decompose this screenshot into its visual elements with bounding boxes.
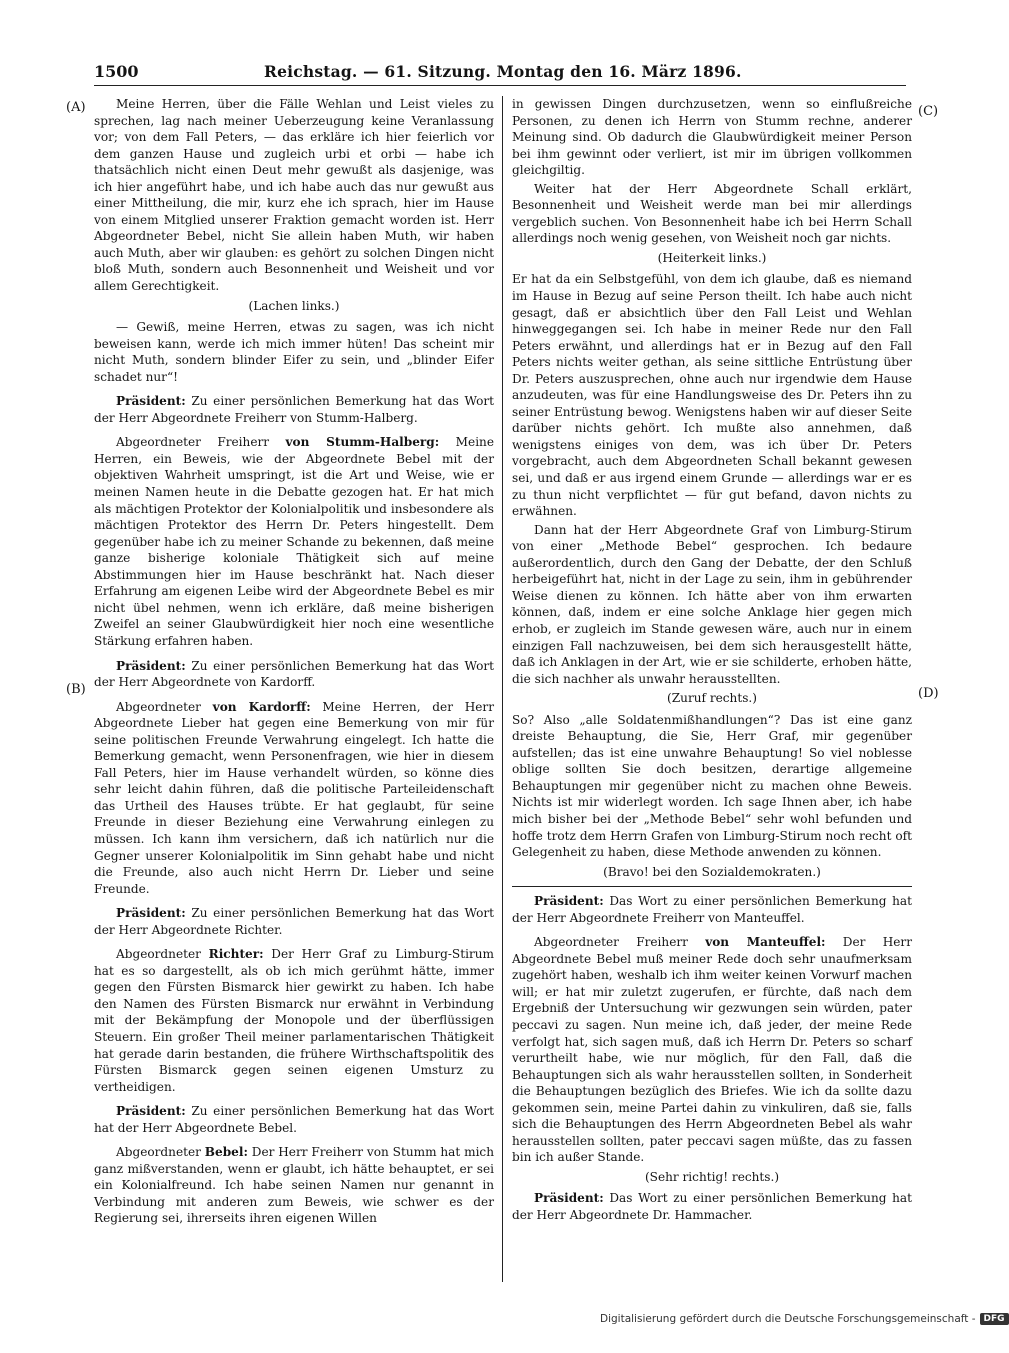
president-statement: Präsident: Das Wort zu einer persönlichen Bemerkung hat der Herr Abgeordnete Freiherr von Manteuffel. bbox=[512, 894, 912, 925]
margin-marker-a: (A) bbox=[66, 100, 86, 115]
page-header bbox=[94, 58, 906, 84]
president-statement: Präsident: Zu einer persönlichen Bemerkung hat das Wort der Herr Abgeordnete Richter. bbox=[94, 906, 494, 937]
margin-marker-c: (C) bbox=[918, 104, 939, 119]
header-rule bbox=[94, 85, 906, 86]
credit-text: Digitalisierung gefördert durch die Deutsche Forschungsgemeinschaft - bbox=[600, 1313, 976, 1325]
reaction: (Heiterkeit links.) bbox=[657, 250, 767, 265]
margin-marker-b: (B) bbox=[66, 682, 86, 697]
speech: Abgeordneter Freiherr von Stumm-Halberg: Meine Herren, ein Beweis, wie der Abgeordnete Bebel mit der objektiven Wahrheit umspringt, ist die Art und Weise, wie er meinen Namen heute in die Debatte gezogen hat. Er hat mich als mächtigen Protektor der Kolonialpolitik und insbesondere als mächtigen Protektor des Herrn Dr. Peters hingestellt. Dem gegenüber habe ich zu meiner Schande zu bekennen, daß meine ganze bisherige koloniale Thätigkeit sich auf meine Abstimmungen hier im Hause beschränkt hat. Nach dieser Erfahrung am eigenen Leibe wird der Abgeordnete Bebel es mir nicht übel nehmen, wenn ich erkläre, daß meine bisherigen Zweifel an seiner Glaubwürdigkeit hier noch eine wesentliche Stärkung erfahren haben. bbox=[94, 435, 495, 648]
reaction: (Sehr richtig! rechts.) bbox=[644, 1169, 780, 1184]
paragraph: — Gewiß, meine Herren, etwas zu sagen, was ich nicht beweisen kann, werde ich mich immer hüten! Das scheint mir nicht Muth, sondern blinder Eifer zu sein, und „blinder Eifer schadet nur“! bbox=[94, 320, 494, 384]
speaker-name: Bebel: bbox=[204, 1145, 248, 1160]
reaction: (Bravo! bei den Sozialdemokraten.) bbox=[603, 864, 821, 879]
paragraph: Er hat da ein Selbstgefühl, von dem ich glaube, daß es niemand im Hause in Bezug auf seine Person theilt. Ich habe auch nicht gesagt, daß er absichtlich über den Fall Leist und Wehlan hinweggegangen sei. Ich habe in meiner Rede nur den Fall Peters erwähnt, und allerdings hat er in Bezug auf den Fall Peters nichts weiter gethan, als seine sittliche Entrüstung über Dr. Peters auszusprechen, ohne auch nur irgendwie dem Hause anzudeuten, was für eine Handlungsweise des Dr. Peters ihn zu seiner Entrüstung bewog. Wenigstens haben wir auf dieser Seite darüber nichts gehört. Ich mußte also annehmen, daß wenigstens einiges von dem, was ich über Dr. Peters vorgebracht, auch dem Abgeordneten Schall bekannt gewesen sei, und daß er aus irgend einem Grunde — allerdings war er es zu thun nicht verpflichtet — für gut befand, davon nichts zu erwähnen. bbox=[512, 272, 912, 519]
dfg-logo: DFG bbox=[980, 1313, 1009, 1325]
speech: Abgeordneter Richter: Der Herr Graf zu Limburg-Stirum hat es so dargestellt, als ob ich mich gerühmt hätte, immer gegen den Fürsten Bismarck hier gewirkt zu haben. Ich habe den Namen des Fürsten Bismarck nur erwähnt in Verbindung mit der Bekämpfung der Monopole und der überflüssigen Steuern. Ein großer Theil meiner parlamentarischen Thätigkeit hat gerade darin bestanden, die frühere Wirthschaftspolitik des Fürsten Bismarck gegen seinen eigenen Umsturz zu vertheidigen. bbox=[94, 947, 494, 1094]
president-statement: Präsident: Das Wort zu einer persönlichen Bemerkung hat der Herr Abgeordnete Dr. Hammacher. bbox=[512, 1191, 912, 1222]
paragraph: Dann hat der Herr Abgeordnete Graf von Limburg-Stirum von einer „Methode Bebel“ gesprochen. Ich bedaure außerordentlich, durch den Gang der Debatte, der den Schluß herbeigeführt hat, nicht in der Lage zu sein, ihm in gebührender Weise dienen zu können. Ich hätte aber von ihm erwarten können, daß, indem er eine solche Anklage hier gegen mich erhob, er zugleich im Stande gewesen wäre, auch nur in einem einzigen Fall nachzuweisen, bei dem sich herausgestellt hätte, daß ich Anklagen in der Art, wie er sie schilderte, erhoben hätte, die sich nachher als unwahr herausstellten. bbox=[512, 522, 912, 686]
speaker-name: Richter: bbox=[208, 947, 264, 962]
left-column bbox=[94, 96, 494, 1282]
digitization-credit bbox=[600, 1313, 1005, 1333]
margin-marker-d: (D) bbox=[918, 686, 939, 701]
president-statement: Präsident: Zu einer persönlichen Bemerkung hat das Wort der Herr Abgeordnete von Kardorff. bbox=[94, 658, 494, 690]
page-number: 1500 bbox=[94, 62, 139, 81]
president-statement: Präsident: Zu einer persönlichen Bemerkung hat das Wort hat der Herr Abgeordnete Bebel. bbox=[94, 1104, 494, 1135]
speaker-name: Präsident: bbox=[116, 1104, 186, 1119]
speech: Abgeordneter von Kardorff: Meine Herren, der Herr Abgeordnete Lieber hat gegen eine Bemerkung von mir für seine politischen Freunde Verwahrung eingelegt. Ich hatte die Bemerkung gemacht, wenn Personenfragen, wie hier in diesem Fall Peters, hier im Hause verhandelt würden, so könne dies sehr leicht dahin führen, daß die politische Parteileidenschaft das Urtheil des Hauses trübte. Er hat geglaubt, für seine Freunde in dieser Beziehung eine Verwahrung einlegen zu müssen. Ich kann ihm versichern, daß ich natürlich nur die Gegner unserer Kolonialpolitik im Sinn gehabt habe und nicht die Freunde, also auch nicht Herrn Dr. Lieber und seine Freunde. bbox=[94, 699, 494, 896]
paragraph: Weiter hat der Herr Abgeordnete Schall erklärt, Besonnenheit und Weisheit werde man bei mir allerdings vergeblich suchen. Von Besonnenheit habe ich bei Herrn Schall allerdings noch wenig gesehen, von Weisheit noch gar nichts. bbox=[512, 181, 912, 246]
president-statement: Präsident: Zu einer persönlichen Bemerkung hat das Wort der Herr Abgeordnete Freiherr von Stumm-Halberg. bbox=[94, 394, 494, 425]
right-column bbox=[512, 96, 912, 1282]
reaction: (Zuruf rechts.) bbox=[667, 691, 757, 706]
speaker-name: Präsident: bbox=[116, 906, 186, 921]
running-head: Reichstag. — 61. Sitzung. Montag den 16. März 1896. bbox=[264, 62, 742, 81]
section-rule bbox=[512, 886, 912, 887]
speech: Abgeordneter Freiherr von Manteuffel: Der Herr Abgeordnete Bebel muß meiner Rede doch sehr unaufmerksam zugehört haben, weshalb ich ihm weiter keinen Vorwurf machen will; er hat mir zuletzt zugerufen, er fürchte, daß nach dem Ergebniß der Untersuchung wir gezwungen sein würden, pater peccavi zu sagen. Nun meine ich, daß jeder, der meine Rede verfolgt hat, sich sagen muß, daß ich Herrn Dr. Peters so scharf verurtheilt habe, wie nur möglich, für den Fall, daß die Behauptungen sich als wahr herausstellen sollten, in Sonderheit die Behauptungen bezüglich des Briefes. Wie ich da sollte dazu gekommen sein, meine Partei dahin zu vinkuliren, daß sie, falls sich die Behauptungen des Herrn Abgeordneten Bebel als wahr herausstellen sollten, pater peccavi sagen müßte, das zu fassen bin ich außer Stande. bbox=[512, 935, 912, 1165]
speaker-name: von Manteuffel: bbox=[705, 935, 826, 950]
speaker-name: Präsident: bbox=[116, 658, 186, 673]
speech: Abgeordneter Bebel: Der Herr Freiherr von Stumm hat mich ganz mißverstanden, wenn er glaubt, ich hätte behauptet, er sei ein Kolonialfreund. Ich habe seinen Namen nur genannt in Verbindung mit anderen zum Beweis, wie schwer es der Regierung sei, ihrerseits ihren eigenen Willen bbox=[94, 1145, 494, 1226]
paragraph: in gewissen Dingen durchzusetzen, wenn so einflußreiche Personen, zu denen ich Herrn von Stumm rechne, anderer Meinung sind. Ob dadurch die Glaubwürdigkeit meiner Person bei ihm gewinnt oder verliert, ist mir im übrigen vollkommen gleichgiltig. bbox=[512, 97, 912, 178]
paragraph: So? Also „alle Soldatenmißhandlungen“? Das ist eine ganz dreiste Behauptung, die Sie, Herr Graf, mir gegenüber aufstellen; das ist eine unwahre Behauptung! So viel noblesse oblige sollten Sie doch besitzen, derartige allgemeine Behauptungen mir gegenüber nicht zu machen ohne Beweis. Nichts ist mir widerlegt worden. Ich sage Ihnen aber, ich habe mich bisher bei der „Methode Bebel“ sehr wohl befunden und hoffe trotz dem Herrn Grafen von Limburg-Stirum noch recht oft Gelegenheit zu haben, diese Methode anwenden zu können. bbox=[512, 712, 912, 860]
speaker-name: Präsident: bbox=[116, 394, 186, 409]
speaker-name: Präsident: bbox=[534, 1191, 604, 1206]
reaction: (Lachen links.) bbox=[248, 298, 340, 313]
column-divider bbox=[502, 96, 503, 1282]
paragraph: Meine Herren, über die Fälle Wehlan und Leist vieles zu sprechen, lag nach meiner Ueberzeugung keine Veranlassung vor; von dem Fall Peters, — das erkläre ich hier feierlich vor dem ganzen Hause und zugleich urbi et orbi — habe ich thatsächlich nicht einen Deut mehr gewußt als dasjenige, was ich hier angeführt habe, und ich habe auch das nur gewußt aus einer Mittheilung, die mir, kurz ehe ich sprach, hier im Hause von einem Mitglied unserer Fraktion gemacht worden ist. Herr Abgeordneter Bebel, nicht Sie allein haben Muth, wir haben auch Muth, aber wir glauben: es gehört zu solchen Dingen nicht bloß Muth, sondern auch Besonnenheit und Weisheit und vor allem Gerechtigkeit. bbox=[94, 97, 494, 294]
speaker-name: von Kardorff: bbox=[212, 699, 311, 714]
speaker-name: von Stumm-Halberg: bbox=[285, 435, 440, 450]
speaker-name: Präsident: bbox=[534, 894, 604, 909]
